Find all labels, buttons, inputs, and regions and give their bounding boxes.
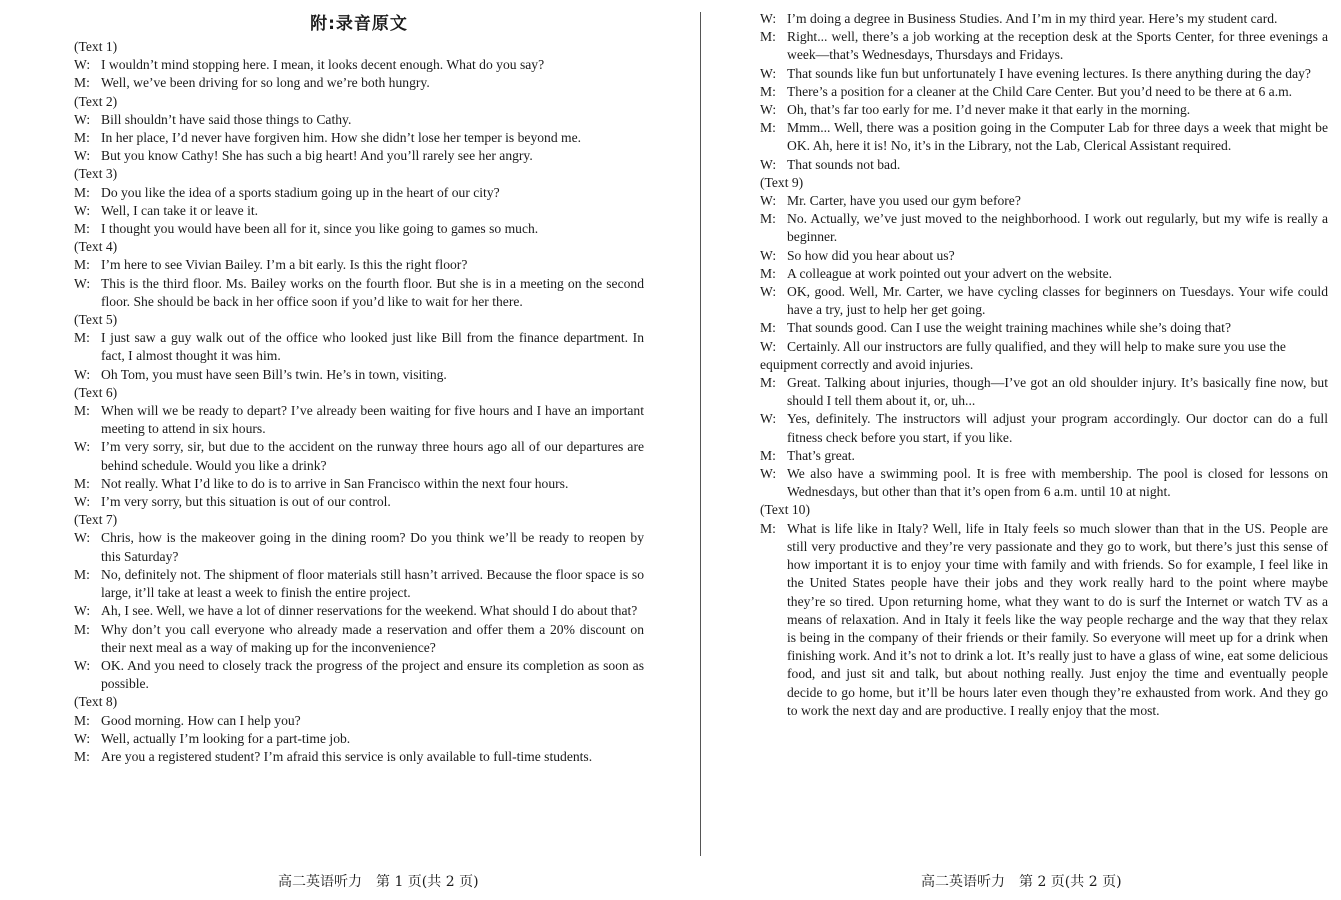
dialogue-line: [74, 111, 644, 129]
dialogue-line: [74, 566, 644, 602]
text-number-heading: (Text 6): [74, 384, 118, 400]
page-footer-1: 高二英语听力 第 1 页(共 2 页): [278, 874, 479, 890]
text-number-heading: (Text 7): [74, 512, 118, 528]
dialogue-line: [74, 657, 644, 693]
dialogue-line: [74, 147, 644, 165]
transcript-right: [760, 10, 1328, 720]
dialogue-text: Oh Tom, you must have seen Bill’s twin. He’s in town, visiting.: [101, 366, 447, 382]
dialogue-line: [74, 748, 644, 766]
dialogue-line: [74, 56, 644, 74]
speaker-label: W:: [74, 148, 91, 164]
dialogue-text: In her place, I’d never have forgiven him. How she didn’t lose her temper is beyond me.: [101, 130, 582, 146]
dialogue-text: I’m very sorry, but this situation is out of our control.: [101, 494, 391, 510]
dialogue-line: [74, 275, 644, 311]
text-number-heading: (Text 5): [74, 312, 118, 328]
text-number-heading: (Text 9): [760, 174, 804, 190]
column-divider: [700, 12, 701, 856]
speaker-label: M:: [760, 120, 776, 136]
dialogue-text: Right... well, there’s a job working at the reception desk at the Sports Center, for three evenings a week—that’s Wednesdays, Thursdays and Fridays.: [787, 29, 1328, 63]
dialogue-line: [74, 220, 644, 238]
speaker-label: M:: [74, 257, 90, 273]
speaker-label: M:: [74, 75, 90, 91]
dialogue-line: [760, 447, 1328, 465]
speaker-label: W:: [74, 202, 91, 218]
dialogue-text: Certainly. All our instructors are fully qualified, and they will help to make sure you use the: [787, 338, 1286, 354]
dialogue-text: That sounds good. Can I use the weight training machines while she’s doing that?: [787, 320, 1231, 336]
dialogue-text: I’m here to see Vivian Bailey. I’m a bit early. Is this the right floor?: [101, 257, 468, 273]
dialogue-text: OK. And you need to closely track the progress of the project and ensure its completion as soon as possible.: [101, 657, 644, 692]
dialogue-line: [760, 101, 1328, 119]
dialogue-text: Are you a registered student? I’m afraid this service is only available to full-time students.: [101, 748, 593, 764]
dialogue-text: Yes, definitely. The instructors will adjust your program accordingly. Our doctor can do a full fitness check before you start, if you like.: [787, 411, 1328, 445]
speaker-label: M:: [760, 320, 776, 336]
speaker-label: M:: [74, 330, 90, 346]
speaker-label: W:: [74, 111, 91, 127]
dialogue-continuation: equipment correctly and avoid injuries.: [760, 356, 974, 372]
dialogue-line: [74, 730, 644, 748]
speaker-label: M:: [74, 184, 90, 200]
dialogue-text: I just saw a guy walk out of the office who looked just like Bill from the finance department. In fact, I almost thought it was him.: [101, 330, 644, 364]
dialogue-line: [74, 475, 644, 493]
speaker-label: M:: [74, 621, 90, 637]
speaker-label: M:: [74, 130, 90, 146]
page-footer-2: 高二英语听力 第 2 页(共 2 页): [921, 874, 1122, 890]
text-number-heading: (Text 3): [74, 166, 118, 182]
speaker-label: W:: [760, 11, 777, 26]
speaker-label: M:: [760, 211, 776, 227]
dialogue-text: That sounds not bad.: [787, 156, 901, 172]
speaker-label: M:: [760, 520, 776, 536]
text-number-heading: (Text 2): [74, 93, 118, 109]
dialogue-text: Well, I can take it or leave it.: [101, 202, 259, 218]
speaker-label: M:: [760, 265, 776, 281]
dialogue-text: Not really. What I’d like to do is to arrive in San Francisco within the next four hours.: [101, 475, 569, 491]
dialogue-text: Well, actually I’m looking for a part-time job.: [101, 730, 351, 746]
dialogue-text: Ah, I see. Well, we have a lot of dinner reservations for the weekend. What should I do about that?: [101, 603, 638, 619]
dialogue-line: [74, 256, 644, 274]
dialogue-line: [760, 192, 1328, 210]
dialogue-line: [760, 465, 1328, 501]
dialogue-line: [74, 329, 644, 365]
speaker-label: W:: [74, 366, 91, 382]
speaker-label: W:: [760, 411, 777, 427]
speaker-label: M:: [760, 447, 776, 463]
dialogue-line: [74, 366, 644, 384]
speaker-label: M:: [74, 403, 90, 419]
speaker-label: M:: [760, 29, 776, 45]
speaker-label: W:: [760, 102, 777, 118]
dialogue-text: No. Actually, we’ve just moved to the neighborhood. I work out regularly, but my wife is really a beginner.: [787, 211, 1328, 245]
dialogue-text: Why don’t you call everyone who already made a reservation and offer them a 20% discount on their next meal as a way of making up for the inconvenience?: [101, 621, 644, 655]
dialogue-line: [74, 184, 644, 202]
speaker-label: W:: [74, 730, 91, 746]
left-column: [74, 10, 644, 766]
dialogue-text: I wouldn’t mind stopping here. I mean, it looks decent enough. What do you say?: [101, 57, 545, 73]
speaker-label: W:: [760, 338, 777, 354]
dialogue-text: A colleague at work pointed out your advert on the website.: [787, 265, 1113, 281]
dialogue-text: I’m very sorry, sir, but due to the accident on the runway three hours ago all of our departures are behind schedule. Would you like a drink?: [101, 439, 644, 473]
dialogue-text: There’s a position for a cleaner at the Child Care Center. But you’d need to be there at 6 a.m.: [787, 83, 1293, 99]
dialogue-line: [760, 338, 1328, 356]
speaker-label: W:: [760, 247, 777, 263]
dialogue-line: [74, 602, 644, 620]
page-title: 附:录音原文: [310, 14, 408, 34]
dialogue-line: [760, 10, 1328, 28]
dialogue-text: That’s great.: [787, 447, 855, 463]
dialogue-line: [74, 493, 644, 511]
dialogue-text: Chris, how is the makeover going in the dining room? Do you think we’ll be ready to reopen by this Saturday?: [101, 530, 644, 564]
dialogue-text: But you know Cathy! She has such a big heart! And you’ll rarely see her angry.: [101, 148, 533, 164]
dialogue-text: Good morning. How can I help you?: [101, 712, 301, 728]
speaker-label: M:: [760, 83, 776, 99]
speaker-label: W:: [74, 275, 91, 291]
dialogue-text: When will we be ready to depart? I’ve already been waiting for five hours and I have an important meeting to attend in six hours.: [101, 403, 644, 437]
dialogue-line: [760, 210, 1328, 246]
dialogue-line: [760, 410, 1328, 446]
dialogue-line: [74, 402, 644, 438]
speaker-label: W:: [74, 657, 91, 673]
dialogue-line: [760, 156, 1328, 174]
dialogue-text: I’m doing a degree in Business Studies. And I’m in my third year. Here’s my student card.: [787, 11, 1278, 26]
dialogue-line: [760, 119, 1328, 155]
speaker-label: W:: [74, 439, 91, 455]
transcript-left: [74, 38, 644, 766]
speaker-label: W:: [74, 603, 91, 619]
speaker-label: W:: [760, 193, 777, 209]
dialogue-line: [74, 529, 644, 565]
text-number-heading: (Text 1): [74, 39, 118, 54]
dialogue-line: [74, 712, 644, 730]
dialogue-text: Great. Talking about injuries, though—I’ve got an old shoulder injury. It’s basically fine now, but should I tell them about it, or, uh...: [787, 375, 1328, 409]
dialogue-text: Oh, that’s far too early for me. I’d never make it that early in the morning.: [787, 102, 1191, 118]
dialogue-line: [760, 83, 1328, 101]
dialogue-line: [760, 28, 1328, 64]
dialogue-line: [74, 74, 644, 92]
speaker-label: W:: [74, 494, 91, 510]
speaker-label: M:: [760, 375, 776, 391]
speaker-label: M:: [74, 475, 90, 491]
dialogue-text: I thought you would have been all for it, since you like going to games so much.: [101, 221, 539, 237]
dialogue-line: [74, 202, 644, 220]
dialogue-text: No, definitely not. The shipment of floor materials still hasn’t arrived. Because the floor space is so large, it’ll take at least a week to finish the entire project.: [101, 566, 644, 601]
dialogue-text: Mmm... Well, there was a position going in the Computer Lab for three days a week that might be OK. Ah, here it is! No, it’s in the Library, not the Lab, Clerical Assistant required.: [787, 120, 1328, 154]
dialogue-line: [760, 520, 1328, 720]
speaker-label: W:: [760, 156, 777, 172]
speaker-label: M:: [74, 221, 90, 237]
dialogue-line: [760, 319, 1328, 337]
right-column: [760, 10, 1328, 720]
dialogue-text: What is life like in Italy? Well, life in Italy feels so much slower than that in the US. People are still very productive and they’re very passionate and they go to work, but there’s just this sense of how important it is to enjoy your time with family and with friends. So for example, I feel like in the United States people have their jobs and they work really hard to the point where maybe they’re so tired. Upon returning home, what they want to do is surf the Internet or watch TV as a means of relaxation. And in Italy it feels like the way people recharge and the way that they relax is being in the company of their friends or their family. So everyone will meet up for a drink when finishing work. And it’s not to drink a lot. It’s really just to have a glass of wine, eat some delicious food, and just sit and talk, but about nothing really. Just enjoy the time and eventually people decide to go home, but it’ll be hours later even though they’re exhausted from work. And they go to work the next day and are productive. I really enjoy that the most.: [787, 520, 1328, 718]
speaker-label: W:: [760, 284, 777, 300]
text-number-heading: (Text 8): [74, 694, 118, 710]
dialogue-line: [760, 65, 1328, 83]
dialogue-line: [760, 247, 1328, 265]
dialogue-line: [74, 621, 644, 657]
dialogue-text: So how did you hear about us?: [787, 247, 955, 263]
dialogue-line: [74, 438, 644, 474]
dialogue-text: Do you like the idea of a sports stadium going up in the heart of our city?: [101, 184, 500, 200]
dialogue-text: We also have a swimming pool. It is free with membership. The pool is closed for lessons on Wednesdays, but other than that it’s open from 6 a.m. until 10 at night.: [787, 466, 1328, 500]
speaker-label: M:: [74, 712, 90, 728]
dialogue-text: This is the third floor. Ms. Bailey works on the fourth floor. But she is in a meeting on the second floor. She should be back in her office soon if you’d like to wait for her there.: [101, 275, 644, 309]
dialogue-text: That sounds like fun but unfortunately I have evening lectures. Is there anything during the day?: [787, 65, 1311, 81]
dialogue-line: [760, 374, 1328, 410]
dialogue-line: [760, 283, 1328, 319]
dialogue-text: Well, we’ve been driving for so long and we’re both hungry.: [101, 75, 430, 91]
dialogue-text: OK, good. Well, Mr. Carter, we have cycling classes for beginners on Tuesdays. Your wife could have a try, just to help her get going.: [787, 284, 1328, 318]
speaker-label: W:: [760, 466, 777, 482]
dialogue-line: [760, 265, 1328, 283]
dialogue-text: Mr. Carter, have you used our gym before?: [787, 193, 1021, 209]
speaker-label: W:: [760, 65, 777, 81]
text-number-heading: (Text 4): [74, 239, 118, 255]
speaker-label: M:: [74, 566, 90, 582]
speaker-label: W:: [74, 530, 91, 546]
dialogue-text: Bill shouldn’t have said those things to Cathy.: [101, 111, 352, 127]
speaker-label: W:: [74, 57, 91, 73]
speaker-label: M:: [74, 748, 90, 764]
dialogue-line: [74, 129, 644, 147]
text-number-heading: (Text 10): [760, 502, 811, 518]
